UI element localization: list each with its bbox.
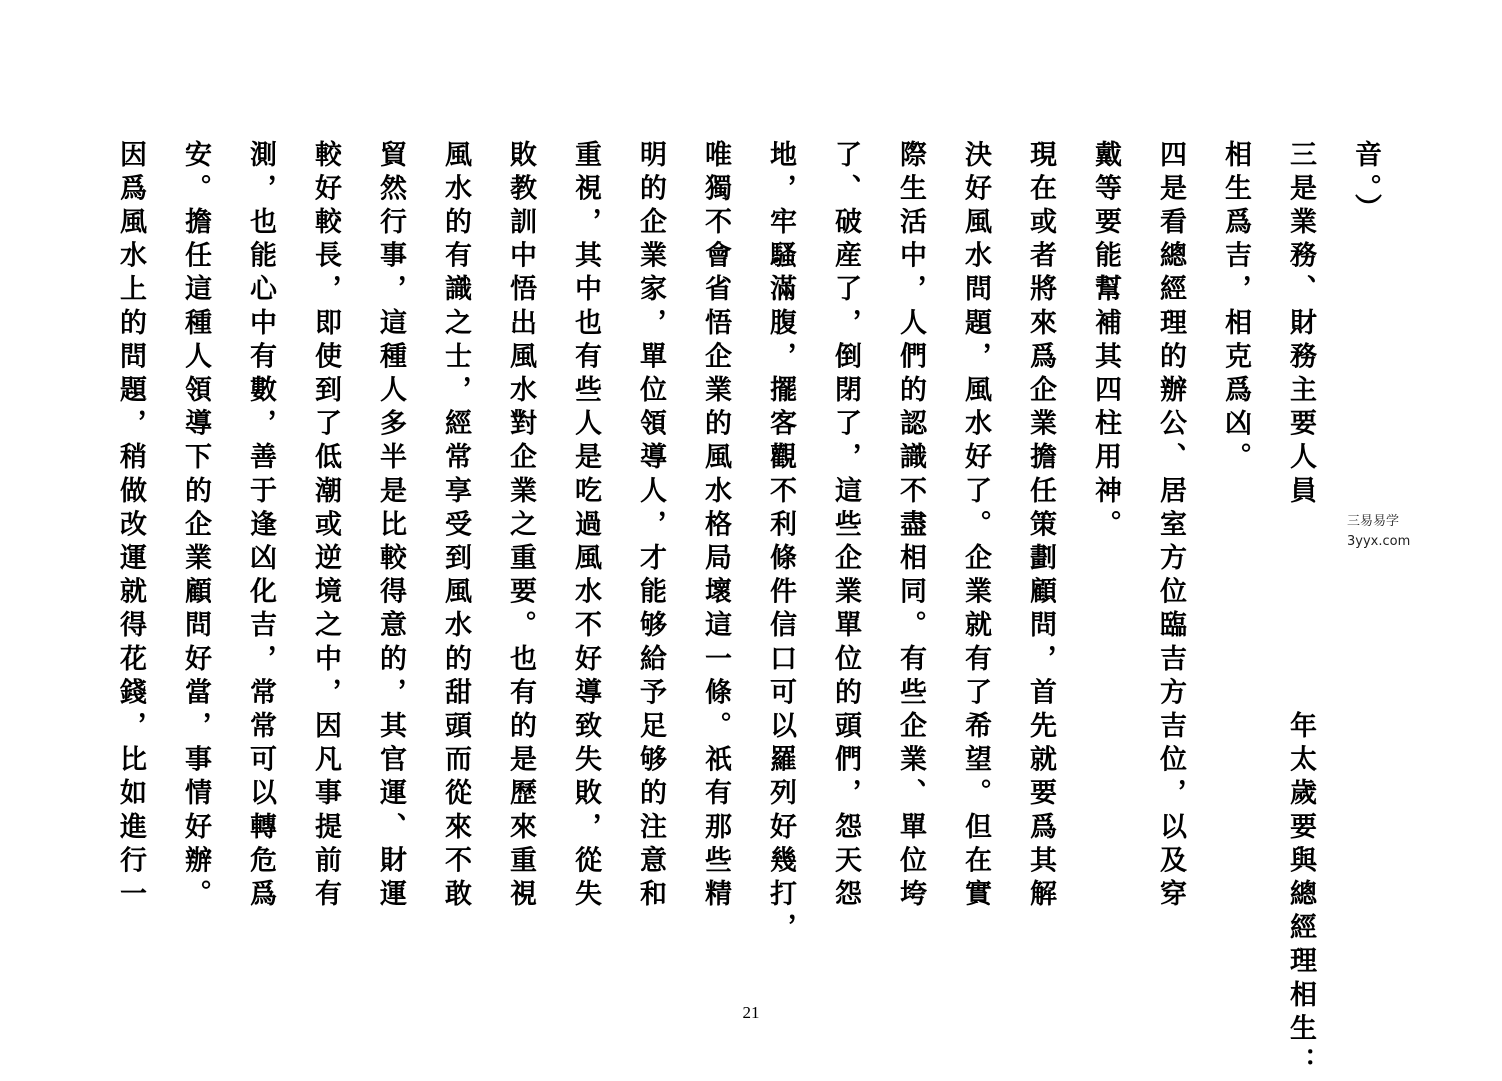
text-column: 戴等要能幫補其四柱用神。 <box>1090 140 1121 544</box>
text-column: 重視，其中也有些人是吃過風水不好導致失敗，從失 <box>570 140 601 913</box>
text-column: 音。） <box>1350 140 1381 228</box>
text-column: 地，牢騷滿腹，擺客觀不利條件信口可以羅列好幾打， <box>765 140 796 947</box>
text-column: 貿然行事，這種人多半是比較得意的，其官運、財運 <box>375 140 406 913</box>
text-column: 現在或者將來爲企業擔任策劃顧問，首先就要爲其解 <box>1025 140 1056 913</box>
text-column: 際生活中，人們的認識不盡相同。有些企業、單位垮 <box>895 140 926 913</box>
text-column: 相生爲吉，相克爲凶。 <box>1220 140 1251 476</box>
site-watermark <box>1345 512 1437 556</box>
text-column: 了、破産了，倒閉了，這些企業單位的頭們，怨天怨 <box>830 140 861 913</box>
text-column: 敗教訓中悟出風水對企業之重要。也有的是歷來重視 <box>505 140 536 913</box>
text-column: 因爲風水上的問題，稍做改運就得花錢，比如進行一 <box>115 140 146 913</box>
watermark-url: 3yyx.com <box>1347 534 1411 549</box>
page-number: 21 <box>742 1003 760 1022</box>
text-column: 四是看總經理的辦公、居室方位臨吉方吉位，以及穿 <box>1155 140 1186 913</box>
text-column: 安。擔任這種人領導下的企業顧問好當，事情好辦。 <box>180 140 211 913</box>
text-column: 唯獨不會省悟企業的風水格局壞這一條。祇有那些精 <box>700 140 731 913</box>
text-column: 測，也能心中有數，善于逢凶化吉，常常可以轉危爲 <box>245 140 276 913</box>
watermark-name: 三易易学 <box>1347 514 1400 529</box>
text-column: 三是業務、財務主要人員 年太歲要與總經理相生： <box>1285 140 1316 1081</box>
text-column: 決好風水問題，風水好了。企業就有了希望。但在實 <box>960 140 991 913</box>
text-column: 風水的有識之士，經常享受到風水的甜頭而從來不敢 <box>440 140 471 913</box>
text-column: 明的企業家，單位領導人，才能够給予足够的注意和 <box>635 140 666 913</box>
text-column: 較好較長，即使到了低潮或逆境之中，因凡事提前有 <box>310 140 341 913</box>
